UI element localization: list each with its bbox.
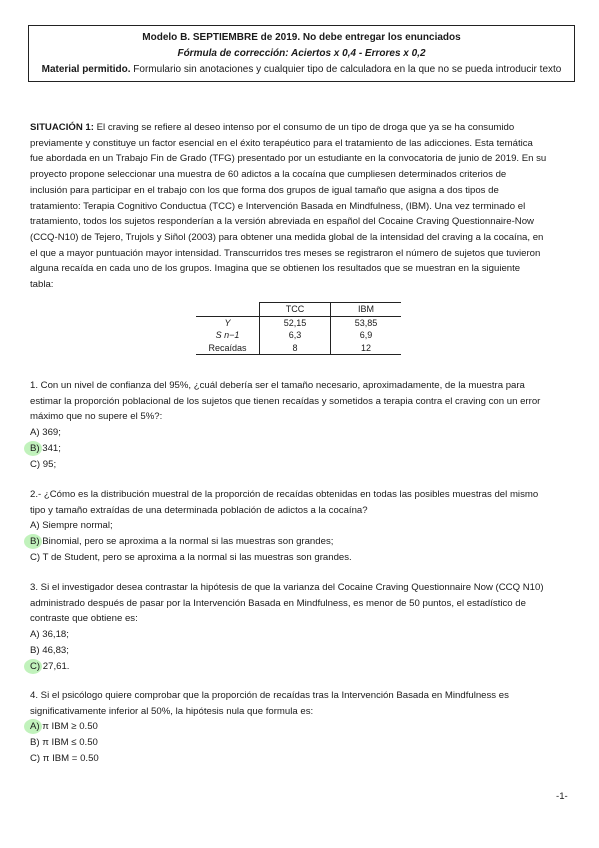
situation-line: (CCQ-N10) de Tejero, Trujols y Siñol (2003) para obtener una medida global de la intensidad del craving a la cocaína, en [30,231,544,243]
answer-option-selected[interactable]: B) Binomial, pero se aproxima a la normal si las muestras son grandes; [30,534,571,550]
answer-option-selected[interactable]: B) 341; [30,441,571,457]
answer-option[interactable]: C) T de Student, pero se aproxima a la normal si las muestras son grandes. [30,551,352,563]
header-scoring: Fórmula de corrección: Aciertos x 0,4 - Errores x 0,2 [177,48,426,59]
materials-label: Material permitido. [41,64,131,75]
question-text: significativamente inferior al 50%, la hipótesis nula que formula es: [30,705,314,717]
materials-text: Formulario sin anotaciones y cualquier tipo de calculadora en la que no se pueda introducir texto [130,64,562,75]
situation-line: fue abordada en un Trabajo Fin de Grado (TFG) presentado por un estudiante en la convocatoria de junio de 2019. En su [30,153,547,165]
answer-option[interactable]: B) 46,83; [30,644,69,656]
question-text: 3. Si el investigador desea contrastar la hipótesis de que la varianza del Cocaine Craving Questionnaire Now (CCQ N10) [30,582,544,593]
table-row [196,329,401,342]
table-row [196,342,401,355]
situation-line: tabla: [30,279,54,291]
situation-label: SITUACIÓN 1: [30,122,94,133]
situation-line: inclusión para participar en el trabajo con los que forma dos grupos de igual tamaño que asigna a dos tipos de [30,184,499,196]
table-cell: 6,3 [260,329,331,342]
situation-line: proyecto propone seleccionar una muestra de 60 adictos a la cocaína que cumpliesen determinados criterios de [30,169,507,181]
table-cell: 12 [331,342,402,355]
table-cell: 6,9 [331,329,402,342]
header-materials [29,62,574,78]
table-header-cell [196,303,260,317]
answer-option[interactable]: A) Siempre normal; [30,520,113,532]
answer-option[interactable]: B) π IBM ≤ 0.50 [30,737,98,749]
table-row [196,316,401,329]
answer-option-selected[interactable]: A) π IBM ≥ 0.50 [30,719,571,735]
question-text: estimar la proporción poblacional de los sujetos que tienen recaídas y sometidos a terapia contra el craving con un error [30,395,541,407]
answer-option[interactable]: C) π IBM = 0.50 [30,752,99,764]
question-4 [30,688,571,767]
table-header-cell: IBM [331,303,402,317]
table-cell: Recaídas [196,342,260,355]
table-header-row [196,303,401,317]
table-cell: S n−1 [215,330,240,340]
answer-option-selected[interactable]: C) 27,61. [30,659,571,675]
exam-header [28,25,575,82]
question-text: 2.- ¿Cómo es la distribución muestral de la proporción de recaídas obtenidas en todas las posibles muestras del mismo [30,489,539,500]
situation-line: previamente y constituye un factor esencial en el éxito terapéutico para el tratamiento de las adicciones. Esta temática [30,137,533,149]
situation-line: tratamiento, todos los sujetos responderían a la versión abreviada en español del Cocaine Craving Questionnaire-Now [30,216,534,228]
question-text: contraste que obtiene es: [30,613,138,625]
table-cell: 53,85 [331,316,402,329]
header-title: Modelo B. SEPTIEMBRE de 2019. No debe entregar los enunciados [142,32,461,43]
question-text: 4. Si el psicólogo quiere comprobar que la proporción de recaídas tras la Intervención Basada en Mindfulness es [30,690,509,701]
page-number: -1- [556,791,568,802]
situation-line: el que a mayor puntuación mayor intensidad. Transcurridos tres meses se registraron el número de sujetos que tuvieron [30,247,541,259]
answer-option[interactable]: A) 369; [30,427,61,439]
table-cell: Y [196,316,260,329]
results-table [196,302,401,355]
table-cell: 52,15 [260,316,331,329]
question-text: administrado después de pasar por la Intervención Basada en Mindfulness, es menor de 50 puntos, el estadístico de [30,597,526,609]
question-1 [30,378,571,472]
question-2 [30,487,571,566]
answer-option[interactable]: C) 95; [30,458,57,470]
situation-line: alguna recaída en cada uno de los grupos. Imagina que se obtienen los resultados que se muestran en la siguiente [30,263,521,275]
situation-paragraph [30,120,571,293]
table-header-cell: TCC [260,303,331,317]
situation-line-1: SITUACIÓN 1: El craving se refiere al deseo intenso por el consumo de un tipo de droga que ya se ha consumido [30,122,515,133]
table-cell: 8 [260,342,331,355]
question-text: tipo y tamaño extraídas de una determinada población de adictos a la cocaína? [30,504,368,516]
situation-line: tratamiento: Terapia Cognitivo Conductua (TCC) e Intervención Basada en Mindfulness, (IBM). Una vez terminado el [30,200,526,212]
question-3 [30,580,571,674]
question-text: 1. Con un nivel de confianza del 95%, ¿cuál debería ser el tamaño necesario, aproximadamente, de la muestra para [30,380,525,391]
question-text: máximo que no supere el 5%?: [30,411,163,423]
answer-option[interactable]: A) 36,18; [30,629,69,641]
